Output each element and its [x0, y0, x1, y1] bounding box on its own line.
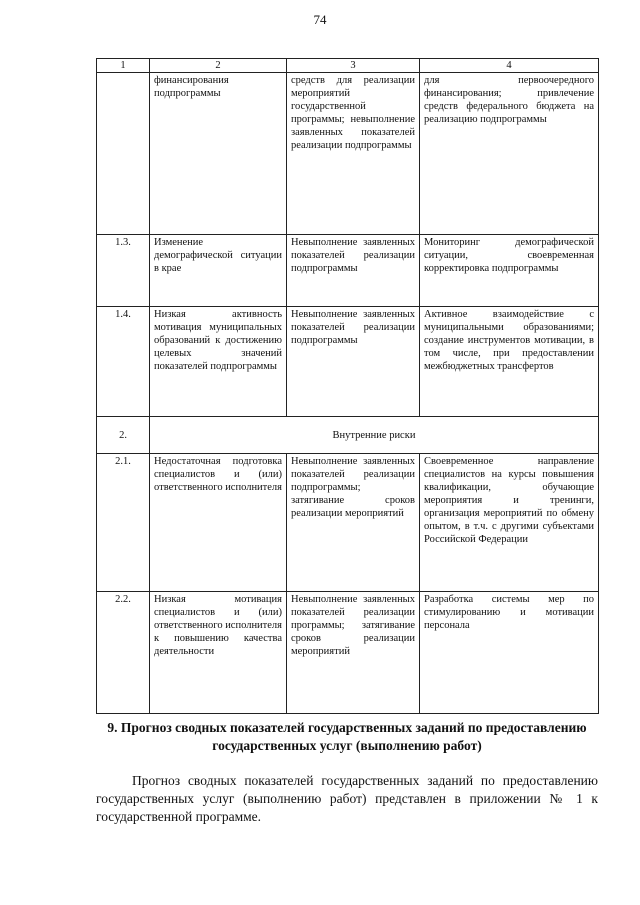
- row-number: 1.4.: [97, 307, 150, 417]
- row-number: 1.3.: [97, 235, 150, 307]
- row-number: 2.2.: [97, 592, 150, 714]
- header-cell: 4: [420, 59, 599, 73]
- measures-cell: Активное взаимодействие с муниципальными образованиями; создание инструментов мотивации, в том числе, при предоставлении межбюджетных трансфертов: [420, 307, 599, 417]
- table-row: [97, 592, 599, 714]
- consequence-cell: Невыполнение заявленных показателей реализации программы; затягивание сроков реализации мероприятий: [287, 592, 420, 714]
- consequence-cell: средств для реализации мероприятий государственной программы; невыполнение заявленных показателей реализации подпрограммы: [287, 73, 420, 235]
- risk-cell: Изменение демографической ситуации в крае: [150, 235, 287, 307]
- risk-cell: Низкая мотивация специалистов и (или) ответственного исполнителя к повышению качества деятельности: [150, 592, 287, 714]
- consequence-cell: Невыполнение заявленных показателей реализации подпрограммы; затягивание сроков реализации мероприятий: [287, 454, 420, 592]
- risk-cell: финансирования подпрограммы: [150, 73, 287, 235]
- measures-cell: Разработка системы мер по стимулированию и мотивации персонала: [420, 592, 599, 714]
- measures-cell: Мониторинг демографической ситуации, своевременная корректировка подпрограммы: [420, 235, 599, 307]
- risk-table: [96, 58, 599, 714]
- section-heading: 9. Прогноз сводных показателей государственных заданий по предоставлению государственных услуг (выполнению работ): [107, 720, 587, 753]
- table-row: [97, 307, 599, 417]
- risk-cell: Недостаточная подготовка специалистов и (или) ответственного исполнителя: [150, 454, 287, 592]
- body-paragraph: Прогноз сводных показателей государственных заданий по предоставлению государственных услуг (выполнению работ) представлен в приложении № 1 к государственной программе.: [96, 773, 598, 824]
- table-header-row: [97, 59, 599, 73]
- table-row: [97, 235, 599, 307]
- header-cell: 2: [150, 59, 287, 73]
- row-number: [97, 73, 150, 235]
- measures-cell: Своевременное направление специалистов на курсы повышения квалификации, обучающие мероприятия и тренинги, организация мероприятий по обмену опытом, в т.ч. с другими субъектами Российской Федерации: [420, 454, 599, 592]
- section-number: 2.: [97, 417, 150, 454]
- section-title: Внутренние риски: [150, 417, 599, 454]
- risk-cell: Низкая активность мотивация муниципальных образований к достижению целевых значений показателей подпрограммы: [150, 307, 287, 417]
- table-row: [97, 73, 599, 235]
- page-number: 74: [313, 12, 327, 27]
- consequence-cell: Невыполнение заявленных показателей реализации подпрограммы: [287, 235, 420, 307]
- table-row: [97, 454, 599, 592]
- section-row: [97, 417, 599, 454]
- header-cell: 1: [97, 59, 150, 73]
- consequence-cell: Невыполнение заявленных показателей реализации подпрограммы: [287, 307, 420, 417]
- row-number: 2.1.: [97, 454, 150, 592]
- header-cell: 3: [287, 59, 420, 73]
- measures-cell: для первоочередного финансирования; привлечение средств федерального бюджета на реализацию подпрограммы: [420, 73, 599, 235]
